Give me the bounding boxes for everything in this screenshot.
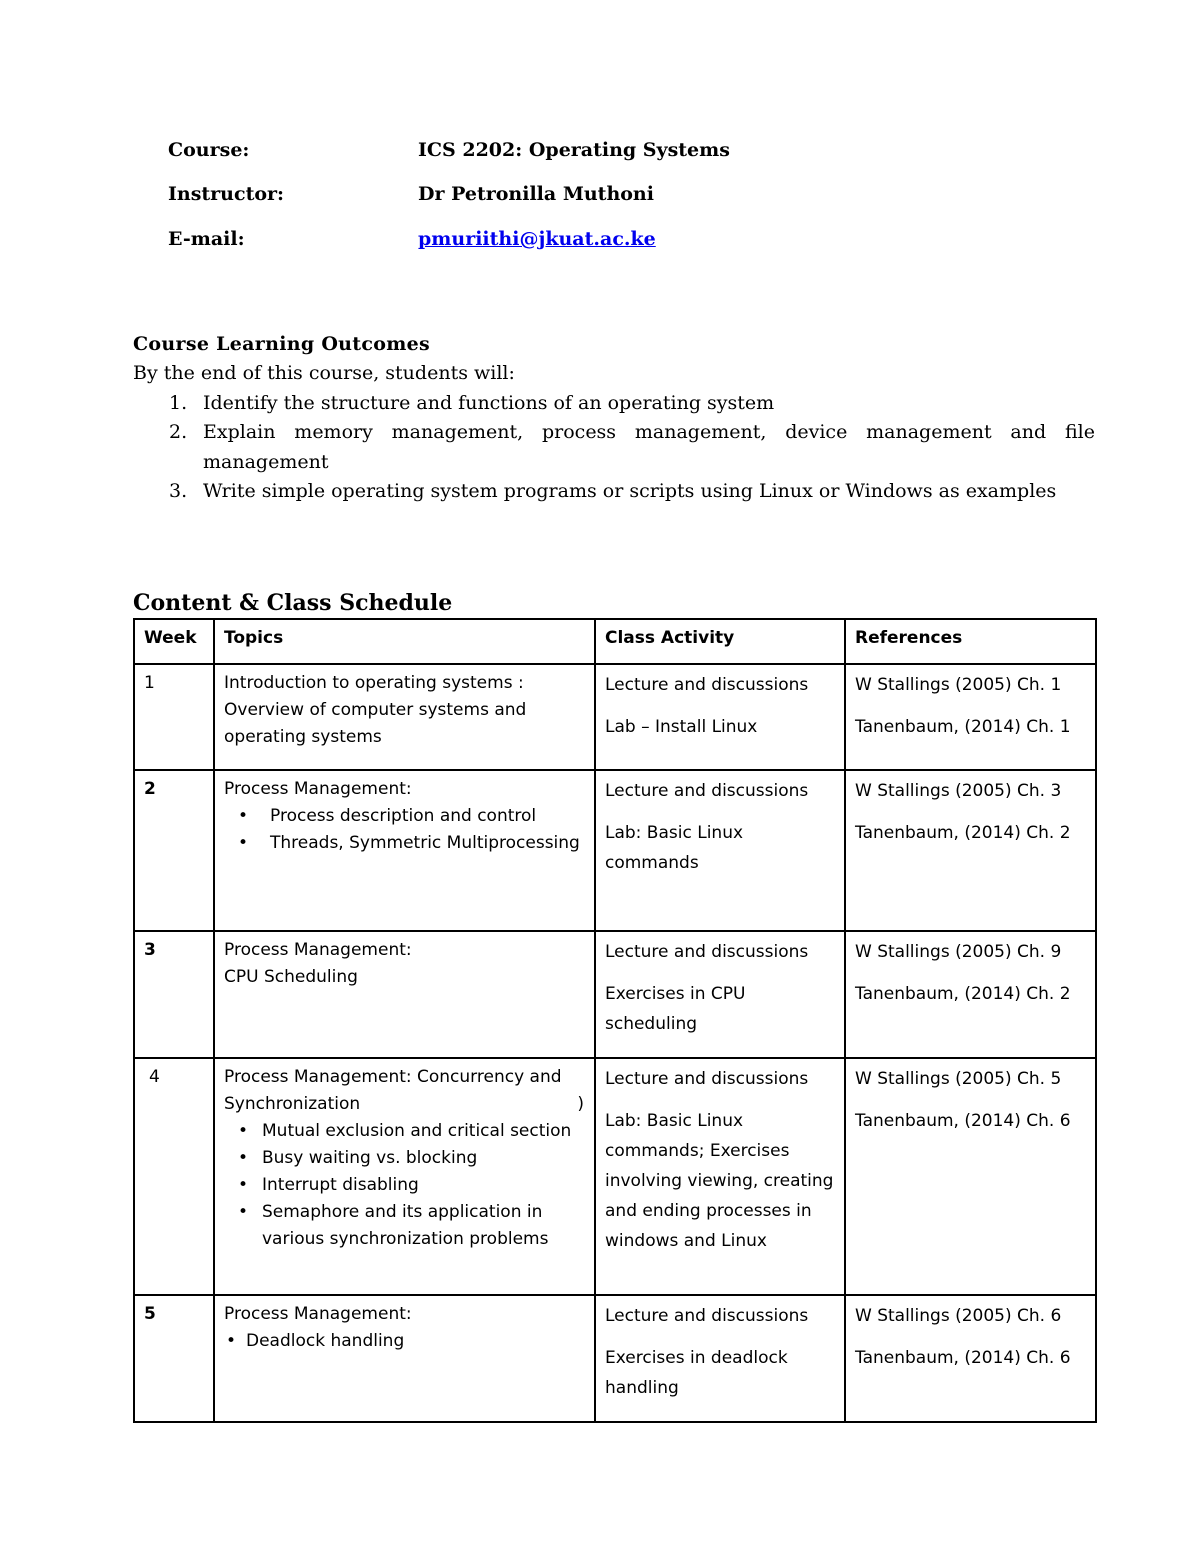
week-cell: 2 [134, 770, 214, 931]
topic-bullet: • Threads, Symmetric Multiprocessing [224, 830, 588, 857]
email-link[interactable]: pmuriithi@jkuat.ac.ke [418, 228, 656, 250]
reference-item: W Stallings (2005) Ch. 9 [855, 942, 1062, 962]
learning-outcomes-section [133, 330, 1095, 507]
reference-item: W Stallings (2005) Ch. 1 [855, 675, 1062, 695]
references-cell [845, 770, 1096, 931]
course-value: ICS 2202: Operating Systems [418, 139, 730, 161]
references-cell [845, 931, 1096, 1058]
outcome-number: 2. [169, 421, 188, 443]
topic-bullet: • Deadlock handling [224, 1328, 588, 1355]
reference-item: W Stallings (2005) Ch. 6 [855, 1306, 1062, 1326]
topic-bullets [224, 803, 588, 857]
table-row [134, 931, 1096, 1058]
outcome-number: 3. [169, 480, 188, 502]
outcome-item [133, 418, 1095, 477]
topic-bullets [224, 1118, 588, 1253]
topic-tail: ) [577, 1094, 584, 1114]
schedule-heading: Content & Class Schedule [133, 590, 453, 616]
topic-bullet: • Interrupt disabling [224, 1172, 588, 1199]
email-label: E-mail: [168, 228, 245, 250]
topic-bullet: • Busy waiting vs. blocking [224, 1145, 588, 1172]
activity-item: Lecture and discussions [605, 781, 809, 801]
outcomes-list [133, 389, 1095, 507]
course-row [168, 139, 730, 161]
table-row [134, 1295, 1096, 1422]
activity-item: Lab: Basic Linux commands; Exercises involving viewing, creating and ending processes in windows and Linux [605, 1111, 834, 1251]
topic-text: Introduction to operating systems : Overview of computer systems and operating systems [224, 673, 527, 747]
activity-cell [595, 1058, 845, 1295]
header-class-activity: Class Activity [595, 619, 845, 664]
reference-item: Tanenbaum, (2014) Ch. 6 [855, 1111, 1071, 1131]
outcome-text: Explain memory management, process management, device management and file management [203, 421, 1095, 473]
activity-item: Exercises in CPU scheduling [605, 984, 746, 1034]
activity-item: Lab: Basic Linux commands [605, 823, 744, 873]
outcome-text: Identify the structure and functions of an operating system [203, 391, 775, 414]
reference-item: W Stallings (2005) Ch. 3 [855, 781, 1062, 801]
course-label: Course: [168, 139, 250, 161]
week-number: 4 [149, 1067, 160, 1087]
table-row [134, 664, 1096, 770]
reference-item: Tanenbaum, (2014) Ch. 6 [855, 1348, 1071, 1368]
week-cell [134, 1058, 214, 1295]
references-cell [845, 1058, 1096, 1295]
topic-text-wrap [224, 1064, 588, 1118]
table-row [134, 1058, 1096, 1295]
table-header-row [134, 619, 1096, 664]
activity-cell [595, 1295, 845, 1422]
topic-bullet: • Semaphore and its application in various synchronization problems [224, 1199, 588, 1253]
topic-bullets [224, 1328, 588, 1355]
outcome-number: 1. [169, 391, 188, 414]
activity-item: Lecture and discussions [605, 942, 809, 962]
activity-cell [595, 664, 845, 770]
topic-text: Process Management: Concurrency and Synchronization [224, 1067, 562, 1114]
outcome-item [133, 389, 1095, 419]
week-cell: 3 [134, 931, 214, 1058]
topic-text: Process Management: [224, 779, 412, 799]
topic-text: Process Management: [224, 1304, 412, 1324]
email-row [168, 228, 656, 250]
activity-item: Exercises in deadlock handling [605, 1348, 788, 1398]
outcomes-heading: Course Learning Outcomes [133, 333, 431, 355]
topic-cell [214, 770, 595, 931]
topic-subtext: CPU Scheduling [224, 967, 358, 987]
references-cell [845, 1295, 1096, 1422]
activity-cell [595, 770, 845, 931]
topic-cell [214, 931, 595, 1058]
reference-item: Tanenbaum, (2014) Ch. 1 [855, 717, 1071, 737]
topic-cell [214, 1058, 595, 1295]
outcome-item [133, 477, 1095, 507]
header-week: Week [134, 619, 214, 664]
table-row [134, 770, 1096, 931]
reference-item: Tanenbaum, (2014) Ch. 2 [855, 984, 1071, 1004]
schedule-table [133, 618, 1097, 1423]
week-cell: 1 [134, 664, 214, 770]
reference-item: Tanenbaum, (2014) Ch. 2 [855, 823, 1071, 843]
activity-item: Lecture and discussions [605, 1306, 809, 1326]
header-references: References [845, 619, 1096, 664]
topic-bullet: • Process description and control [224, 803, 588, 830]
instructor-row [168, 183, 654, 205]
outcomes-intro: By the end of this course, students will: [133, 362, 515, 384]
topic-cell [214, 664, 595, 770]
instructor-label: Instructor: [168, 183, 285, 205]
activity-item: Lecture and discussions [605, 675, 809, 695]
header-topics: Topics [214, 619, 595, 664]
topic-cell [214, 1295, 595, 1422]
week-cell: 5 [134, 1295, 214, 1422]
outcome-text: Write simple operating system programs or scripts using Linux or Windows as examples [203, 480, 1057, 502]
activity-item: Lab – Install Linux [605, 717, 758, 737]
topic-bullet: • Mutual exclusion and critical section [224, 1118, 588, 1145]
topic-text: Process Management: [224, 940, 412, 960]
activity-item: Lecture and discussions [605, 1069, 809, 1089]
instructor-value: Dr Petronilla Muthoni [418, 183, 654, 205]
reference-item: W Stallings (2005) Ch. 5 [855, 1069, 1062, 1089]
references-cell [845, 664, 1096, 770]
activity-cell [595, 931, 845, 1058]
